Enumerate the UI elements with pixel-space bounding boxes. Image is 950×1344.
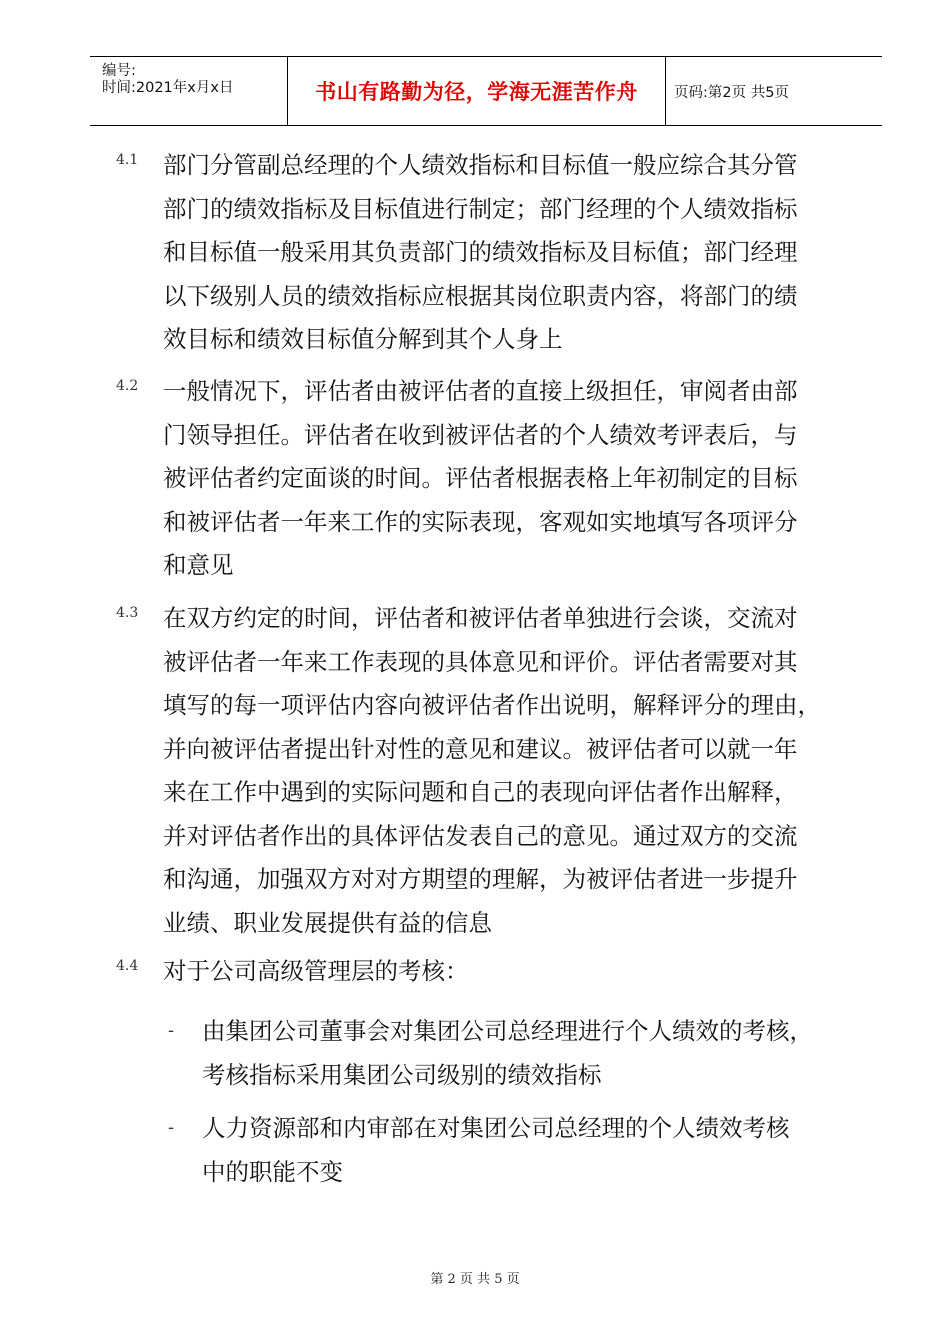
dash-marker: - — [168, 1117, 175, 1138]
text-line: 效目标和绩效目标值分解到其个人身上 — [163, 325, 563, 353]
text-line: 被评估者约定面谈的时间。评估者根据表格上年初制定的目标 — [163, 464, 798, 492]
text-line: 中的职能不变 — [202, 1157, 343, 1186]
section-text — [163, 370, 863, 588]
text-line: 并向被评估者提出针对性的意见和建议。被评估者可以就一年 — [163, 734, 798, 763]
text-line: 和沟通，加强双方对对方期望的理解，为被评估者进一步提升 — [163, 865, 798, 893]
text-line: 门领导担任。评估者在收到被评估者的个人绩效考评表后，与 — [163, 420, 798, 449]
section-number: 4.2 — [116, 378, 139, 394]
text-line: 和被评估者一年来工作的实际表现，客观如实地填写各项评分 — [163, 507, 798, 536]
header-table — [90, 56, 882, 126]
section-text — [163, 597, 863, 945]
page-footer: 第 2 页 共 5 页 — [430, 1272, 520, 1287]
document-number-label: 编号: — [102, 63, 136, 79]
section-text — [163, 950, 863, 994]
section-number: 4.3 — [116, 605, 139, 621]
text-line: 由集团公司董事会对集团公司总经理进行个人绩效的考核， — [202, 1017, 813, 1045]
section-number: 4.1 — [116, 152, 139, 168]
bullet-text — [202, 1107, 862, 1194]
text-line: 考核指标采用集团公司级别的绩效指标 — [202, 1060, 602, 1089]
header-meta — [90, 57, 288, 125]
text-line: 和目标值一般采用其负责部门的绩效指标及目标值；部门经理 — [163, 238, 798, 266]
header-motto: 书山有路勤为径，学海无涯苦作舟 — [288, 57, 666, 125]
header-page-number: 页码:第2页 共5页 — [674, 84, 789, 101]
text-line: 对于公司高级管理层的考核： — [163, 957, 469, 985]
text-line: 在双方约定的时间，评估者和被评估者单独进行会谈，交流对 — [163, 604, 798, 632]
text-line: 并对评估者作出的具体评估发表自己的意见。通过双方的交流 — [163, 821, 798, 850]
section-text — [163, 144, 863, 362]
bullet-text — [202, 1010, 862, 1097]
text-line: 来在工作中遇到的实际问题和自己的表现向评估者作出解释， — [163, 778, 798, 806]
text-line: 和意见 — [163, 551, 234, 579]
text-line: 以下级别人员的绩效指标应根据其岗位职责内容，将部门的绩 — [163, 281, 798, 310]
dash-marker: - — [168, 1020, 175, 1041]
section-number: 4.4 — [116, 958, 139, 974]
text-line: 业绩、职业发展提供有益的信息 — [163, 908, 492, 937]
text-line: 被评估者一年来工作表现的具体意见和评价。评估者需要对其 — [163, 647, 798, 676]
text-line: 填写的每一项评估内容向被评估者作出说明，解释评分的理由， — [163, 691, 821, 719]
document-time-label: 时间:2021年x月x日 — [102, 80, 234, 96]
text-line: 部门分管副总经理的个人绩效指标和目标值一般应综合其分管 — [163, 151, 798, 179]
text-line: 部门的绩效指标及目标值进行制定；部门经理的个人绩效指标 — [163, 194, 798, 223]
text-line: 一般情况下，评估者由被评估者的直接上级担任，审阅者由部 — [163, 377, 798, 405]
text-line: 人力资源部和内审部在对集团公司总经理的个人绩效考核 — [202, 1114, 790, 1142]
